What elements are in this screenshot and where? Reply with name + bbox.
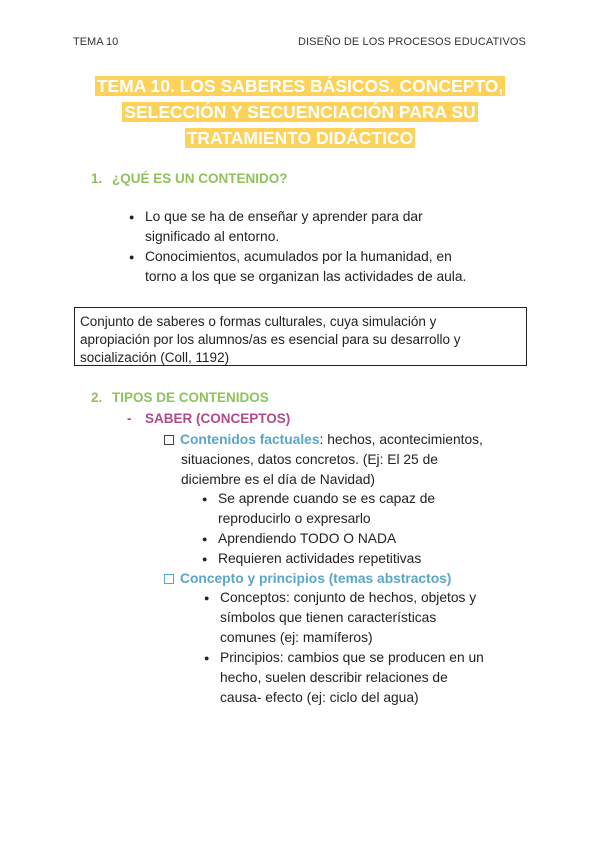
bullet-icon: ● <box>202 534 208 544</box>
bullet-icon: ● <box>204 593 210 603</box>
section-2-title: TIPOS DE CONTENIDOS <box>112 390 269 405</box>
list-item <box>202 529 435 549</box>
bullet-text: Aprendiendo TODO O NADA <box>218 531 397 546</box>
conceptos-bullets <box>204 588 484 708</box>
list-item <box>202 489 436 529</box>
bullet-text: hecho, suelen describir relaciones de <box>220 670 448 685</box>
definition-text: Conjunto de saberes o formas culturales, cuya simulación y <box>80 314 437 329</box>
list-item <box>204 648 484 708</box>
header-left: TEMA 10 <box>73 36 119 48</box>
bullet-text: Requieren actividades repetitivas <box>218 551 422 566</box>
dash-marker: - <box>127 411 132 426</box>
bullet-text: símbolos que tienen características <box>220 610 437 625</box>
list-item <box>202 549 435 569</box>
list-item <box>129 247 467 287</box>
checkbox-icon <box>164 574 174 584</box>
bullet-icon: ● <box>204 653 210 663</box>
factuales-label: Contenidos factuales <box>180 432 320 447</box>
bullet-text: reproducirlo o expresarlo <box>218 511 371 526</box>
title-line-2: SELECCIÓN Y SECUENCIACIÓN PARA SU <box>124 102 476 122</box>
factuales-line-3: diciembre es el día de Navidad) <box>181 472 376 487</box>
saber-title: SABER (CONCEPTOS) <box>145 411 291 426</box>
section-1-number: 1. <box>91 171 103 186</box>
section-2-heading <box>91 390 269 405</box>
section-2-number: 2. <box>91 390 103 405</box>
saber-heading <box>127 411 290 426</box>
section-1-bullets <box>129 207 467 287</box>
bullet-text: Se aprende cuando se es capaz de <box>218 491 436 506</box>
definition-text: apropiación por los alumnos/as es esencial para su desarrollo y <box>80 332 461 347</box>
definition-text: socialización (Coll, 1192) <box>80 350 230 365</box>
page-title <box>60 73 540 151</box>
bullet-icon: ● <box>129 252 135 262</box>
bullet-text: Lo que se ha de enseñar y aprender para dar <box>145 209 423 224</box>
list-item <box>129 207 466 247</box>
bullet-icon: ● <box>202 494 208 504</box>
conceptos-item <box>164 569 451 589</box>
bullet-text: comunes (ej: mamíferos) <box>220 630 373 645</box>
list-item <box>204 588 484 648</box>
section-1-heading <box>91 171 288 186</box>
factuales-bullets <box>202 489 436 569</box>
bullet-text: Conceptos: conjunto de hechos, objetos y <box>220 590 477 605</box>
factuales-text: : hechos, acontecimientos, <box>319 432 483 447</box>
definition-box <box>74 307 527 366</box>
factuales-item <box>164 430 483 450</box>
title-line-1: TEMA 10. LOS SABERES BÁSICOS. CONCEPTO, <box>96 76 504 96</box>
bullet-icon: ● <box>129 212 135 222</box>
bullet-text: significado al entorno. <box>145 229 280 244</box>
bullet-icon: ● <box>202 554 208 564</box>
bullet-text: torno a los que se organizan las actividades de aula. <box>145 269 467 284</box>
bullet-text: Conocimientos, acumulados por la humanidad, en <box>145 249 452 264</box>
checkbox-icon <box>164 435 174 445</box>
title-line-3: TRATAMIENTO DIDÁCTICO <box>186 128 414 148</box>
section-1-title: ¿QUÉ ES UN CONTENIDO? <box>112 171 288 186</box>
header-right: DISEÑO DE LOS PROCESOS EDUCATIVOS <box>297 36 526 48</box>
factuales-line-2: situaciones, datos concretos. (Ej: El 25 de <box>181 452 438 467</box>
conceptos-label: Concepto y principios (temas abstractos) <box>180 571 452 586</box>
bullet-text: Principios: cambios que se producen en un <box>220 650 484 665</box>
bullet-text: causa- efecto (ej: ciclo del agua) <box>220 690 419 705</box>
